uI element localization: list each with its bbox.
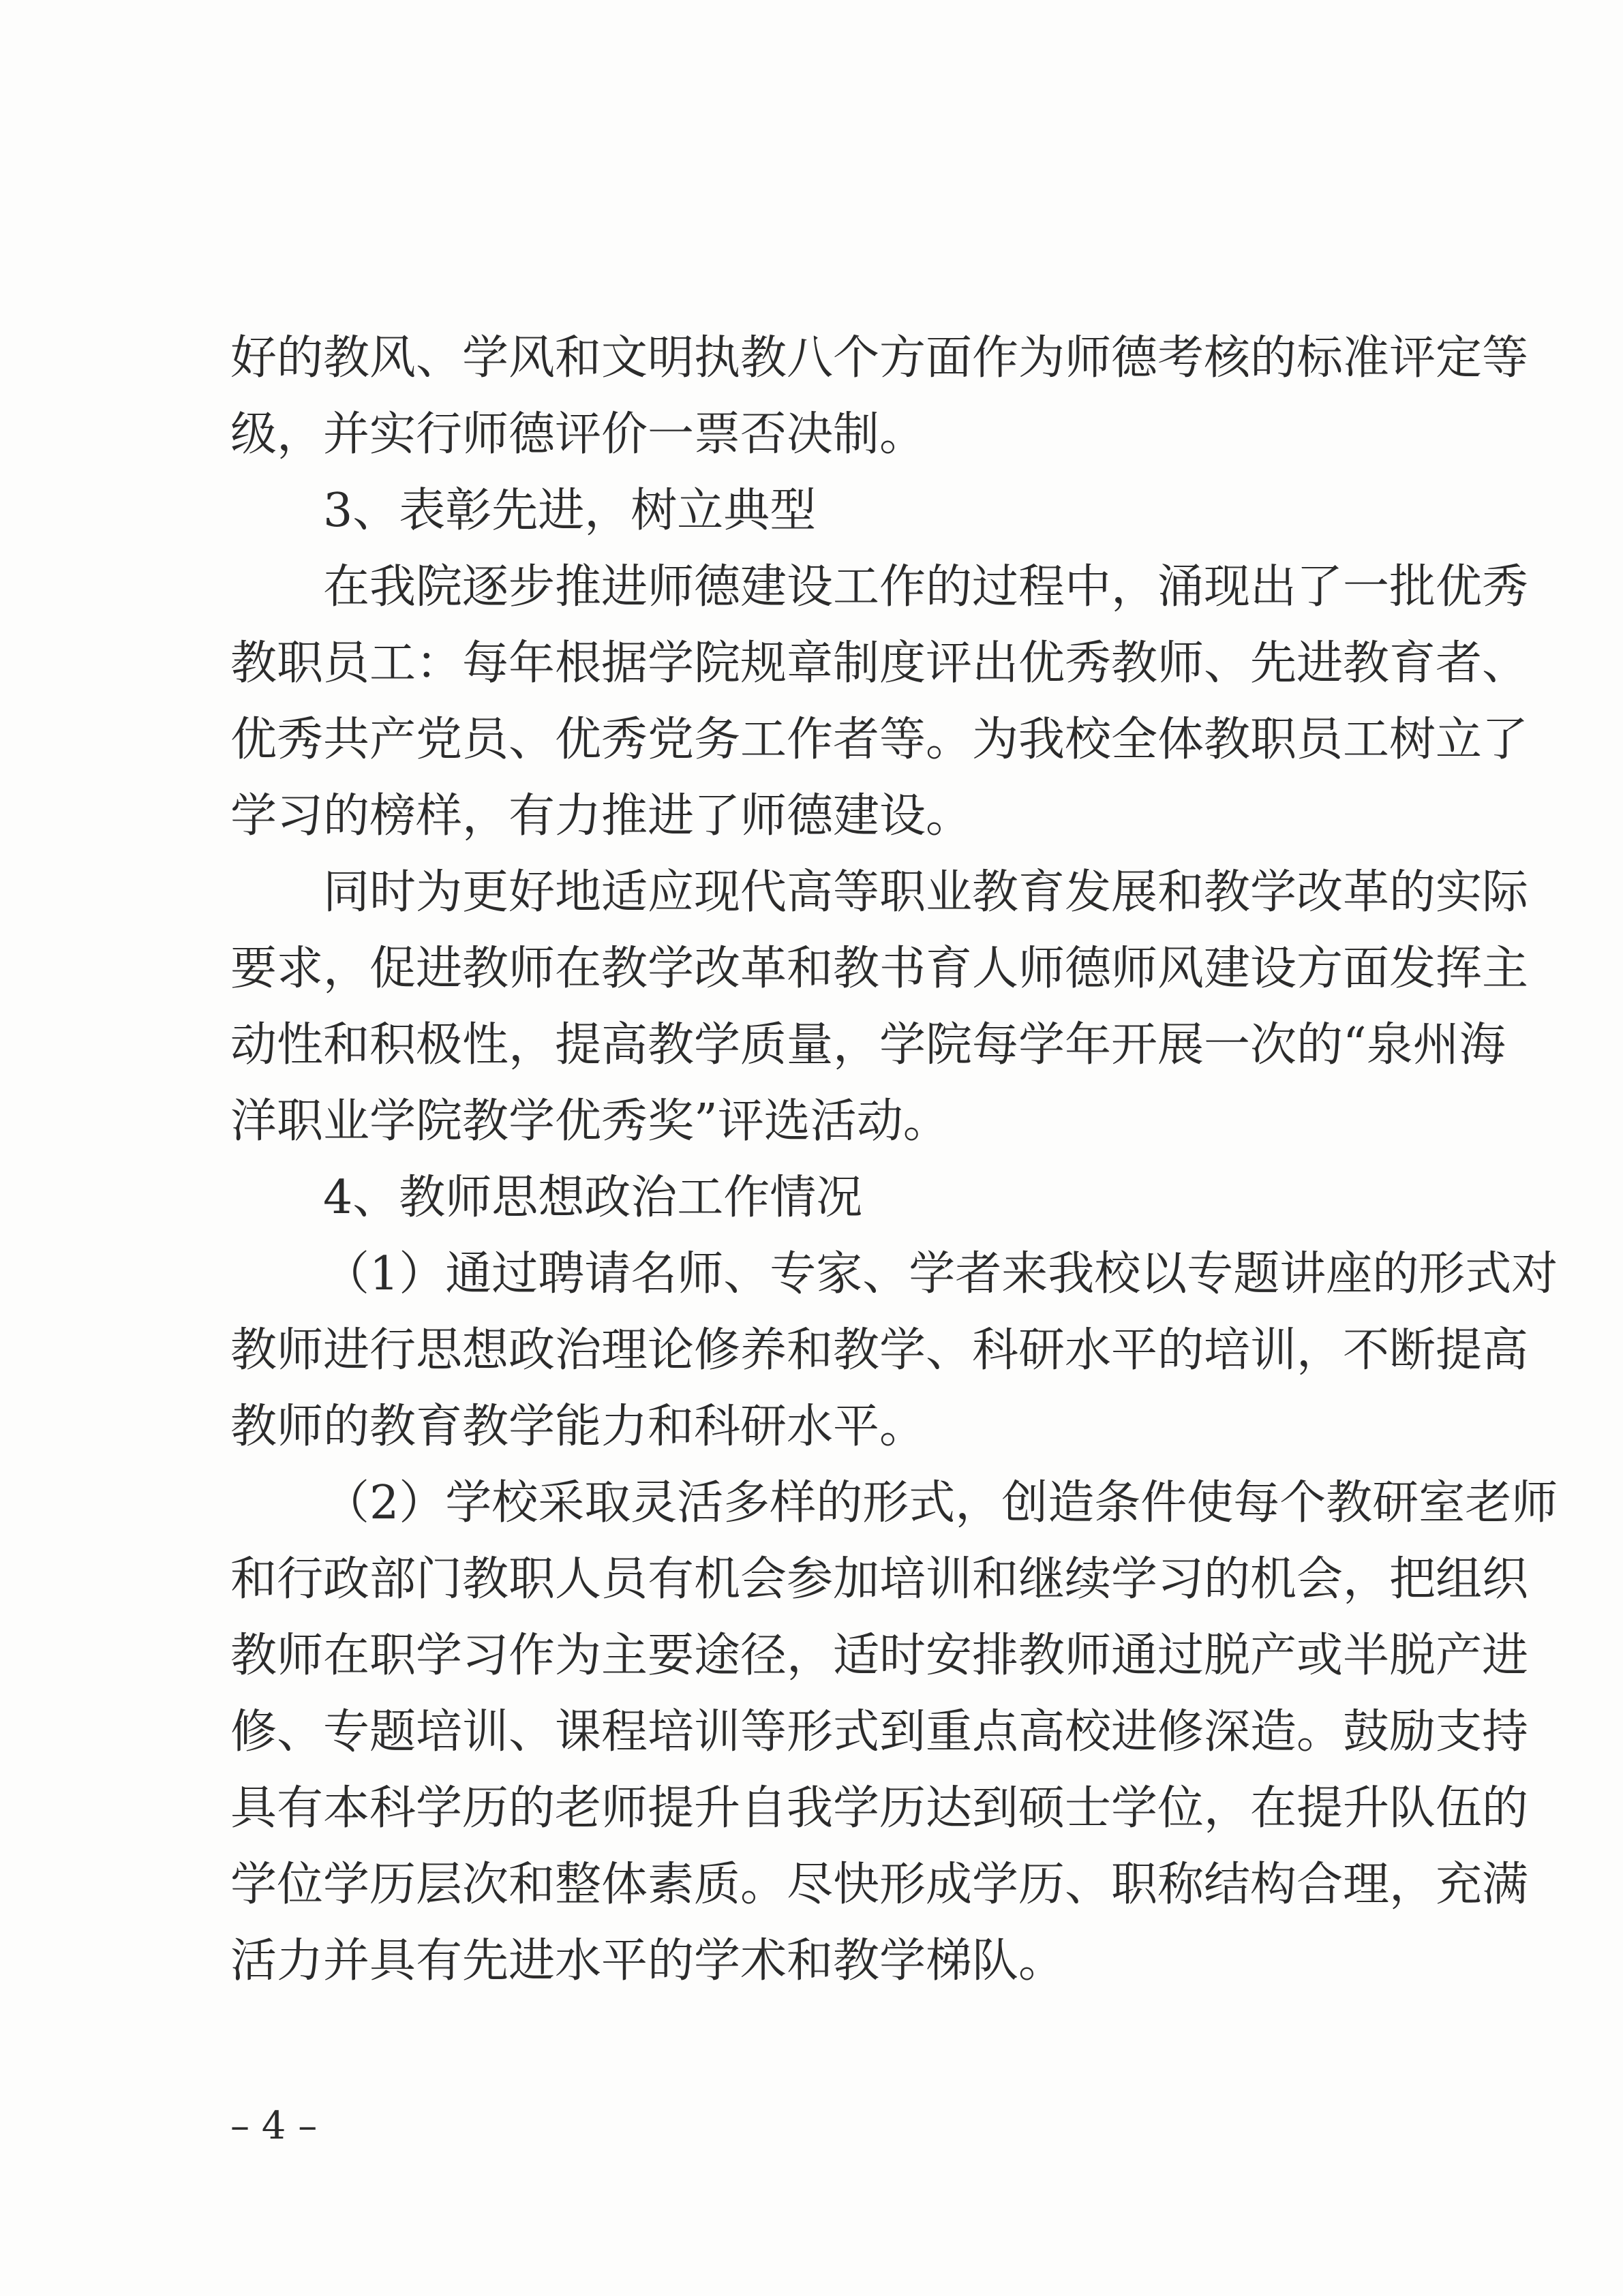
text-line: 动性和积极性，提高教学质量，学院每学年开展一次的“泉州海 <box>230 1018 1506 1072</box>
page-number: – 4 – <box>230 2104 318 2148</box>
text-line: 学位学历层次和整体素质。尽快形成学历、职称结构合理，充满 <box>230 1858 1529 1912</box>
text-line: 具有本科学历的老师提升自我学历达到硕士学位，在提升队伍的 <box>230 1781 1529 1835</box>
text-line: 要求，促进教师在教学改革和教书育人师德师风建设方面发挥主 <box>230 942 1529 996</box>
text-line: 和行政部门教职人员有机会参加培训和继续学习的机会，把组织 <box>230 1552 1529 1606</box>
text-line: （1）通过聘请名师、专家、学者来我校以专题讲座的形式对 <box>323 1247 1558 1301</box>
text-line: 修、专题培训、课程培训等形式到重点高校进修深造。鼓励支持 <box>230 1705 1529 1759</box>
text-line: 洋职业学院教学优秀奖”评选活动。 <box>230 1095 950 1148</box>
text-line: 活力并具有先进水平的学术和教学梯队。 <box>230 1934 1065 1988</box>
text-line: 级，并实行师德评价一票否决制。 <box>230 408 926 461</box>
text-line: 4、教师思想政治工作情况 <box>323 1171 863 1225</box>
document-body <box>230 320 1558 2000</box>
text-line: 好的教风、学风和文明执教八个方面作为师德考核的标准评定等 <box>230 331 1529 385</box>
text-line: 教师进行思想政治理论修养和教学、科研水平的培训，不断提高 <box>230 1323 1529 1377</box>
text-line: 教师的教育教学能力和科研水平。 <box>230 1400 926 1454</box>
text-line: 同时为更好地适应现代高等职业教育发展和教学改革的实际 <box>323 866 1529 919</box>
text-line: 学习的榜样，有力推进了师德建设。 <box>230 789 973 843</box>
text-line: 教师在职学习作为主要途径，适时安排教师通过脱产或半脱产进 <box>230 1629 1529 1683</box>
text-line: 教职员工：每年根据学院规章制度评出优秀教师、先进教育者、 <box>230 637 1529 690</box>
text-line: 3、表彰先进，树立典型 <box>323 484 817 538</box>
text-line: （2）学校采取灵活多样的形式，创造条件使每个教研室老师 <box>323 1476 1558 1530</box>
text-line: 在我院逐步推进师德建设工作的过程中，涌现出了一批优秀 <box>323 560 1529 614</box>
text-line: 优秀共产党员、优秀党务工作者等。为我校全体教职员工树立了 <box>230 713 1529 767</box>
